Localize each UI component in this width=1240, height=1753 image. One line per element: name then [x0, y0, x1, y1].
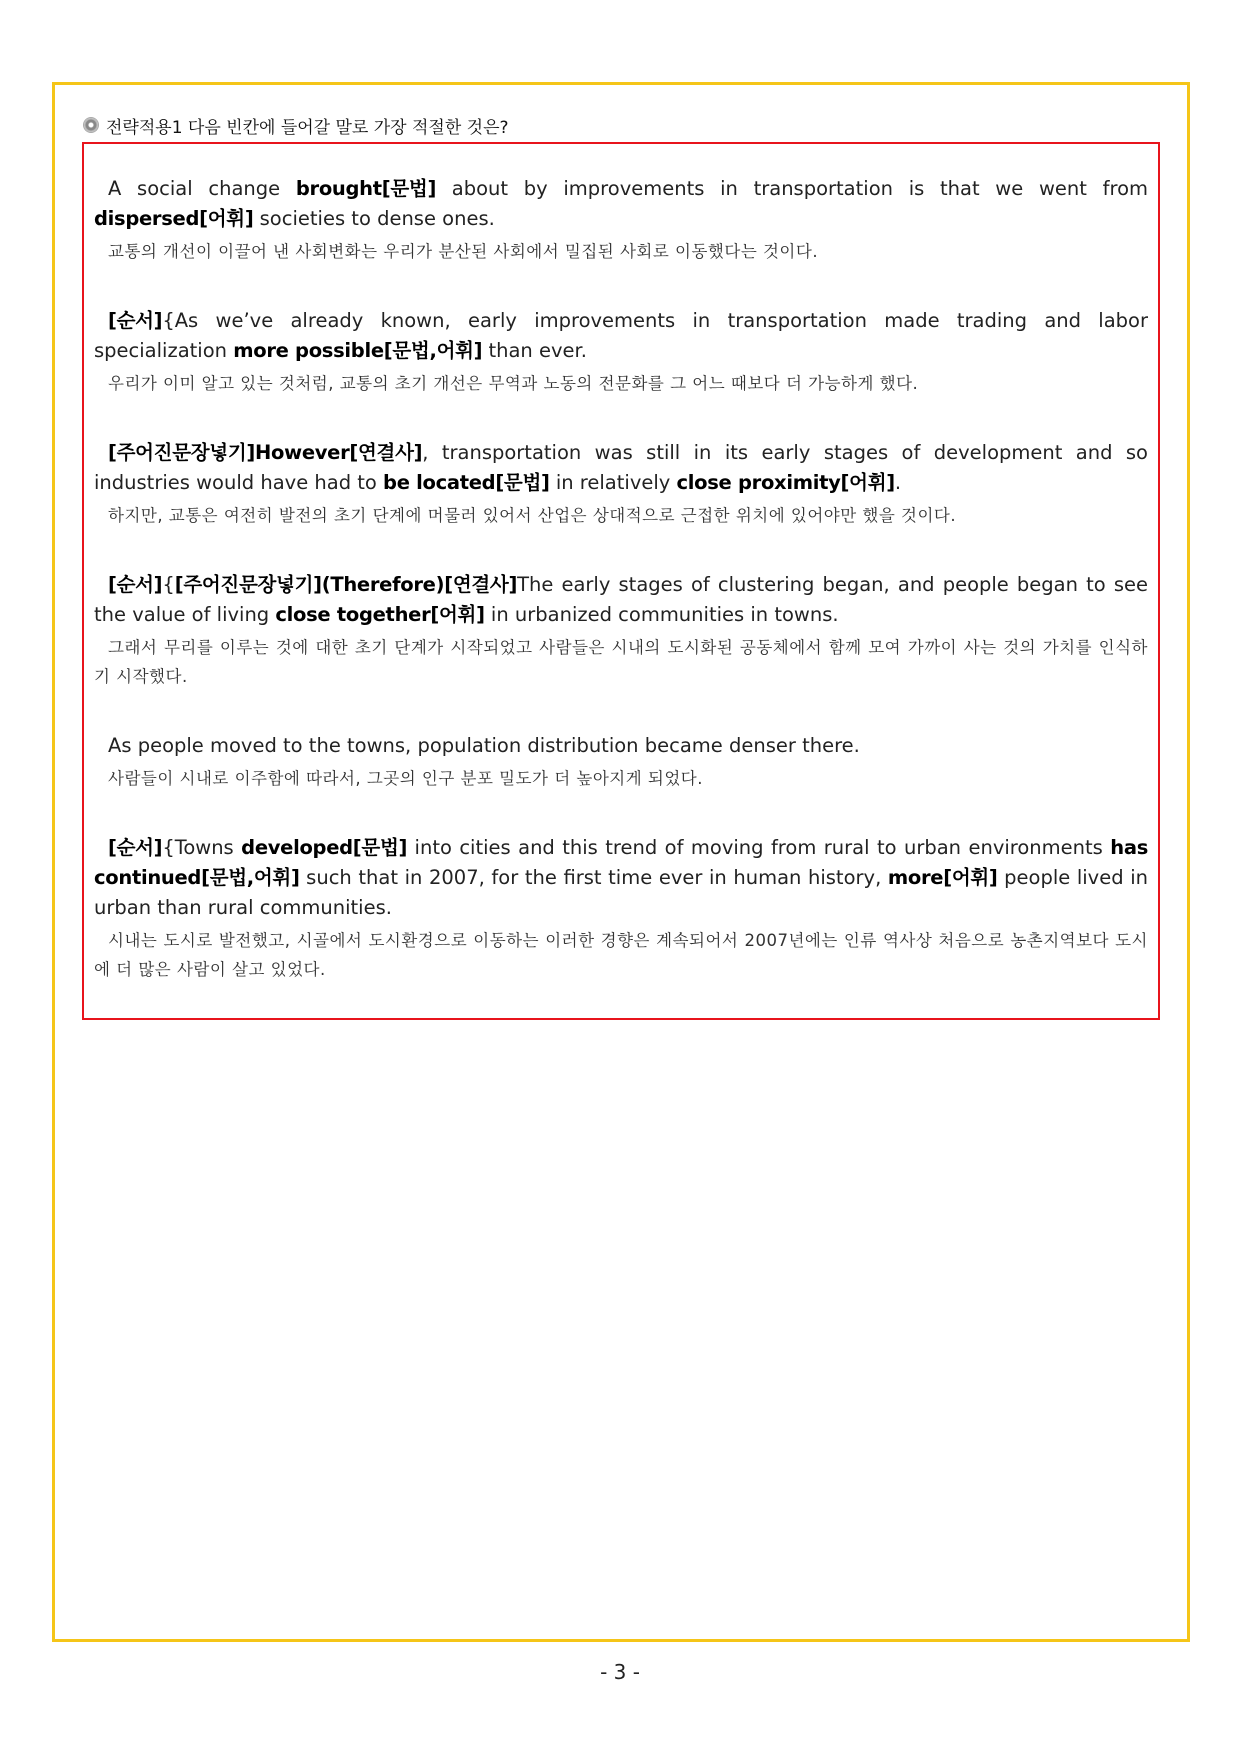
vocab-marker: more[어휘]	[887, 866, 998, 889]
gear-icon	[84, 118, 98, 132]
paragraph-3	[94, 438, 1148, 530]
korean-translation: 그래서 무리를 이루는 것에 대한 초기 단계가 시작되었고 사람들은 시내의 도시화된 공동체에서 함께 모여 가까이 사는 것의 가치를 인식하기 시작했다.	[94, 638, 1148, 686]
text: {As we’ve already known, early improvements in transportation made trading and labor specialization	[94, 309, 1148, 362]
order-marker: [순서]	[108, 309, 163, 332]
order-marker: [순서]	[108, 836, 163, 859]
order-marker: [순서]	[108, 573, 163, 596]
text: {	[162, 573, 175, 596]
text: about by improvements in transportation is that we went from	[436, 177, 1148, 200]
text: , transportation was still in its early stages of development and so industries would have had to	[94, 441, 1148, 494]
vocab-marker: close together[어휘]	[275, 603, 485, 626]
vocab-marker: dispersed[어휘]	[94, 207, 254, 230]
korean-translation: 시내는 도시로 발전했고, 시골에서 도시환경으로 이동하는 이러한 경향은 계속되어서 2007년에는 인류 역사상 처음으로 농촌지역보다 도시에 더 많은 사람이 살고 있었다.	[94, 931, 1148, 979]
text: in urbanized communities in towns.	[484, 603, 839, 626]
passage-box	[82, 142, 1160, 1020]
text: such that in 2007, for the first time ever in human history,	[299, 866, 888, 889]
english-sentence	[94, 306, 1148, 366]
english-sentence	[94, 731, 1148, 761]
question-text: 전략적용1 다음 빈칸에 들어갈 말로 가장 적절한 것은?	[106, 117, 509, 138]
text: than ever.	[482, 339, 587, 362]
paragraph-2	[94, 306, 1148, 398]
grammar-marker: be located[문법]	[383, 471, 550, 494]
text: into cities and this trend of moving from rural to urban environments	[407, 836, 1111, 859]
text: As people moved to the towns, population distribution became denser there.	[108, 734, 860, 757]
paragraph-1	[94, 174, 1148, 266]
english-sentence	[94, 174, 1148, 234]
page-number: - 3 -	[600, 1660, 640, 1684]
grammar-marker: brought[문법]	[295, 177, 437, 200]
text: A social change	[108, 177, 296, 200]
text: The early stages of clustering began, and people began to see the value of living	[94, 573, 1148, 626]
text: .	[894, 471, 902, 494]
grammar-vocab-marker: has continued[문법,어휘]	[94, 836, 1148, 889]
korean-translation: 우리가 이미 알고 있는 것처럼, 교통의 초기 개선은 무역과 노동의 전문화를 그 어느 때보다 더 가능하게 했다.	[108, 374, 919, 393]
paragraph-6	[94, 833, 1148, 984]
grammar-marker: developed[문법]	[241, 836, 408, 859]
paragraph-5	[94, 731, 1148, 793]
paragraph-4	[94, 570, 1148, 691]
korean-translation: 교통의 개선이 이끌어 낸 사회변화는 우리가 분산된 사회에서 밀집된 사회로 이동했다는 것이다.	[108, 242, 819, 261]
text: in relatively	[549, 471, 677, 494]
english-sentence	[94, 438, 1148, 498]
question-header	[84, 110, 509, 140]
english-sentence	[94, 570, 1148, 630]
text: societies to dense ones.	[253, 207, 495, 230]
insertion-connector-marker: [주어진문장넣기](Therefore)[연결사]	[174, 573, 518, 596]
text: {Towns	[162, 836, 242, 859]
korean-translation: 사람들이 시내로 이주함에 따라서, 그곳의 인구 분포 밀도가 더 높아지게 되었다.	[108, 769, 703, 788]
vocab-marker: close proximity[어휘]	[676, 471, 895, 494]
grammar-vocab-marker: more possible[문법,어휘]	[233, 339, 483, 362]
english-sentence	[94, 833, 1148, 923]
korean-translation: 하지만, 교통은 여전히 발전의 초기 단계에 머물러 있어서 산업은 상대적으로 근접한 위치에 있어야만 했을 것이다.	[108, 506, 957, 525]
text: people lived in urban than rural communities.	[94, 866, 1148, 919]
insertion-connector-marker: [주어진문장넣기]However[연결사]	[108, 441, 423, 464]
